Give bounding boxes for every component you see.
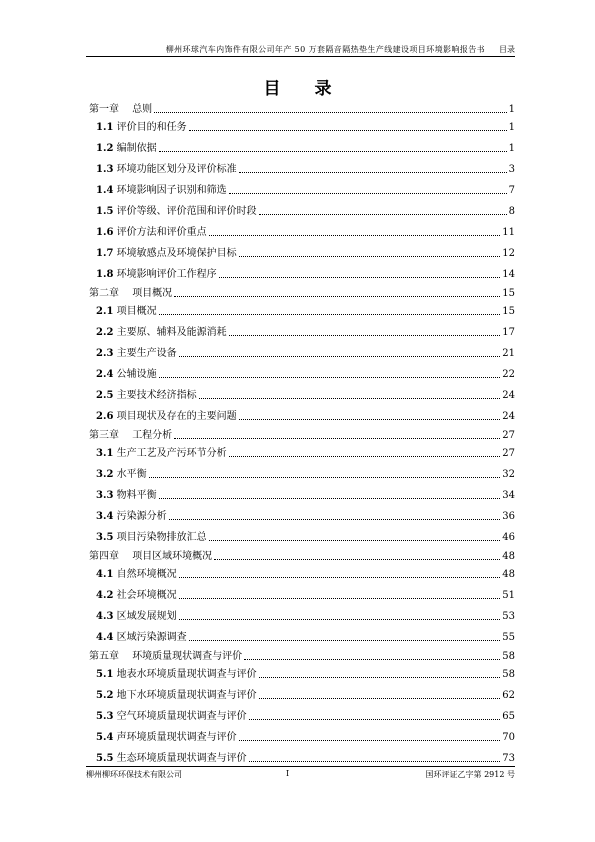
toc-dot-leader xyxy=(229,193,507,194)
footer-page-number: I xyxy=(286,769,290,778)
toc-dot-leader xyxy=(214,559,500,560)
toc-dot-leader xyxy=(179,598,501,599)
toc-entry-number: 第二章 xyxy=(89,288,119,299)
toc-section-entry[interactable] xyxy=(86,200,515,221)
toc-entry-label: 项目区域环境概况 xyxy=(132,551,213,562)
footer-divider xyxy=(86,766,515,767)
toc-entry-page: 58 xyxy=(502,669,515,680)
toc-chapter-entry[interactable] xyxy=(86,426,515,442)
toc-entry-spacer xyxy=(119,104,132,116)
toc-entry-number: 2.2 xyxy=(96,327,114,338)
toc-entry-page: 27 xyxy=(502,448,515,459)
toc-section-entry[interactable] xyxy=(86,158,515,179)
toc-dot-leader xyxy=(229,456,501,457)
toc-entry-page: 22 xyxy=(502,369,515,380)
toc-entry-label: 声环境质量现状调查与评价 xyxy=(116,732,237,743)
toc-entry-label: 污染源分析 xyxy=(116,511,167,522)
toc-entry-number: 5.4 xyxy=(96,732,114,743)
toc-entry-label: 主要生产设备 xyxy=(116,348,177,359)
toc-entry-number: 3.2 xyxy=(96,469,114,480)
toc-dot-leader xyxy=(189,130,507,131)
toc-dot-leader xyxy=(179,356,501,357)
toc-entry-number: 3.1 xyxy=(96,448,114,459)
toc-section-entry[interactable] xyxy=(86,663,515,684)
toc-entry-page: 1 xyxy=(508,122,515,133)
toc-entry-number: 1.3 xyxy=(96,164,114,175)
toc-entry-spacer xyxy=(119,651,132,663)
toc-entry-page: 24 xyxy=(502,390,515,401)
toc-entry-page: 3 xyxy=(508,164,515,175)
toc-section-entry[interactable] xyxy=(86,563,515,584)
toc-entry-number: 4.2 xyxy=(96,590,114,601)
toc-dot-leader xyxy=(249,719,501,720)
toc-entry-label: 环境敏感点及环境保护目标 xyxy=(116,248,237,259)
toc-dot-leader xyxy=(174,438,500,439)
toc-entry-page: 62 xyxy=(502,690,515,701)
toc-chapter-entry[interactable] xyxy=(86,284,515,300)
toc-dot-leader xyxy=(174,296,500,297)
document-title: 柳州环球汽车内饰件有限公司年产 50 万套隔音隔热垫生产线建设项目环境影响报告书 xyxy=(165,45,485,54)
toc-entry-number: 1.2 xyxy=(96,143,114,154)
toc-entry-label: 地下水环境质量现状调查与评价 xyxy=(116,690,257,701)
toc-entry-number: 2.5 xyxy=(96,390,114,401)
toc-section-entry[interactable] xyxy=(86,505,515,526)
toc-entry-label: 社会环境概况 xyxy=(116,590,177,601)
toc-section-entry[interactable] xyxy=(86,137,515,158)
toc-entry-label: 环境影响评价工作程序 xyxy=(116,269,217,280)
toc-entry-number: 1.7 xyxy=(96,248,114,259)
toc-entry-label: 生态环境质量现状调查与评价 xyxy=(116,753,247,764)
toc-entry-number: 3.3 xyxy=(96,490,114,501)
toc-entry-number: 5.2 xyxy=(96,690,114,701)
toc-entry-label: 主要原、辅料及能源消耗 xyxy=(116,327,227,338)
toc-entry-number: 5.1 xyxy=(96,669,114,680)
toc-section-entry[interactable] xyxy=(86,584,515,605)
toc-entry-label: 评价等级、评价范围和评价时段 xyxy=(116,206,257,217)
toc-entry-number: 5.5 xyxy=(96,753,114,764)
toc-entry-number: 第一章 xyxy=(89,104,119,115)
toc-entry-page: 53 xyxy=(502,611,515,622)
section-label: 目录 xyxy=(499,45,515,54)
toc-entry-number: 2.6 xyxy=(96,411,114,422)
toc-section-entry[interactable] xyxy=(86,221,515,242)
toc-dot-leader xyxy=(159,151,507,152)
toc-dot-leader xyxy=(259,214,507,215)
toc-entry-number: 1.5 xyxy=(96,206,114,217)
toc-section-entry[interactable] xyxy=(86,463,515,484)
toc-entry-label: 项目现状及存在的主要问题 xyxy=(116,411,237,422)
toc-entry-number: 1.8 xyxy=(96,269,114,280)
toc-entry-spacer xyxy=(119,551,132,563)
toc-section-entry[interactable] xyxy=(86,747,515,768)
toc-dot-leader xyxy=(249,761,501,762)
toc-entry-page: 21 xyxy=(502,348,515,359)
toc-entry-page: 48 xyxy=(502,569,515,580)
toc-dot-leader xyxy=(159,314,501,315)
toc-section-entry[interactable] xyxy=(86,116,515,137)
toc-dot-leader xyxy=(159,498,501,499)
toc-entry-page: 70 xyxy=(502,732,515,743)
toc-entry-number: 4.3 xyxy=(96,611,114,622)
footer-company: 柳州柳环环保技术有限公司 xyxy=(86,770,182,779)
toc-section-entry[interactable] xyxy=(86,626,515,647)
toc-entry-page: 46 xyxy=(502,532,515,543)
toc-entry-page: 48 xyxy=(502,551,515,562)
toc-entry-number: 第四章 xyxy=(89,551,119,562)
toc-dot-leader xyxy=(189,640,501,641)
toc-entry-label: 总则 xyxy=(132,104,153,115)
toc-section-entry[interactable] xyxy=(86,726,515,747)
toc-entry-label: 主要技术经济指标 xyxy=(116,390,197,401)
toc-entry-label: 水平衡 xyxy=(116,469,147,480)
toc-entry-page: 1 xyxy=(508,104,515,115)
toc-entry-page: 11 xyxy=(502,227,515,238)
toc-entry-page: 58 xyxy=(502,651,515,662)
toc-entry-page: 55 xyxy=(502,632,515,643)
toc-entry-page: 34 xyxy=(502,490,515,501)
toc-dot-leader xyxy=(149,477,501,478)
toc-entry-number: 第三章 xyxy=(89,430,119,441)
toc-section-entry[interactable] xyxy=(86,705,515,726)
toc-entry-page: 36 xyxy=(502,511,515,522)
toc-section-entry[interactable] xyxy=(86,300,515,321)
toc-entry-label: 项目概况 xyxy=(132,288,173,299)
toc-entry-label: 区域发展规划 xyxy=(116,611,177,622)
toc-section-entry[interactable] xyxy=(86,684,515,705)
toc-dot-leader xyxy=(239,256,501,257)
toc-section-entry[interactable] xyxy=(86,363,515,384)
toc-entry-number: 2.1 xyxy=(96,306,114,317)
toc-entry-label: 项目污染物排放汇总 xyxy=(116,532,207,543)
toc-entry-number: 1.1 xyxy=(96,122,114,133)
toc-entry-number: 5.3 xyxy=(96,711,114,722)
toc-entry-spacer xyxy=(119,288,132,300)
toc-entry-page: 8 xyxy=(508,206,515,217)
toc-entry-label: 空气环境质量现状调查与评价 xyxy=(116,711,247,722)
toc-entry-page: 24 xyxy=(502,411,515,422)
toc-entry-number: 3.5 xyxy=(96,532,114,543)
toc-entry-page: 27 xyxy=(502,430,515,441)
toc-title: 目 录 xyxy=(263,79,346,99)
toc-entry-number: 1.4 xyxy=(96,185,114,196)
toc-entry-page: 15 xyxy=(502,306,515,317)
toc-section-entry[interactable] xyxy=(86,405,515,426)
toc-entry-number: 2.3 xyxy=(96,348,114,359)
toc-dot-leader xyxy=(209,235,501,236)
toc-entry-page: 51 xyxy=(502,590,515,601)
toc-section-entry[interactable] xyxy=(86,484,515,505)
toc-dot-leader xyxy=(239,740,501,741)
toc-entry-number: 3.4 xyxy=(96,511,114,522)
toc-dot-leader xyxy=(169,519,501,520)
toc-section-entry[interactable] xyxy=(86,263,515,284)
toc-dot-leader xyxy=(259,698,501,699)
toc-chapter-entry[interactable] xyxy=(86,647,515,663)
toc-entry-page: 1 xyxy=(508,143,515,154)
toc-section-entry[interactable] xyxy=(86,179,515,200)
toc-entry-number: 1.6 xyxy=(96,227,114,238)
header-divider xyxy=(86,56,515,57)
toc-entry-page: 15 xyxy=(502,288,515,299)
toc-entry-page: 12 xyxy=(502,248,515,259)
toc-dot-leader xyxy=(229,335,501,336)
toc-section-entry[interactable] xyxy=(86,442,515,463)
toc-entry-page: 7 xyxy=(508,185,515,196)
toc-entry-number: 2.4 xyxy=(96,369,114,380)
toc-entry-label: 评价目的和任务 xyxy=(116,122,187,133)
toc-entry-label: 公辅设施 xyxy=(116,369,157,380)
toc-entry-spacer xyxy=(119,430,132,442)
toc-dot-leader xyxy=(209,540,501,541)
toc-entry-number: 第五章 xyxy=(89,651,119,662)
toc-dot-leader xyxy=(244,659,500,660)
toc-entry-number: 4.1 xyxy=(96,569,114,580)
toc-dot-leader xyxy=(179,619,501,620)
toc-entry-page: 65 xyxy=(502,711,515,722)
toc-entry-label: 环境质量现状调查与评价 xyxy=(132,651,243,662)
toc-entry-label: 项目概况 xyxy=(116,306,157,317)
page-header xyxy=(86,41,515,55)
toc-dot-leader xyxy=(179,577,501,578)
toc-entry-label: 评价方法和评价重点 xyxy=(116,227,207,238)
toc-entry-label: 生产工艺及产污环节分析 xyxy=(116,448,227,459)
toc-entry-label: 编制依据 xyxy=(116,143,157,154)
toc-entry-page: 14 xyxy=(502,269,515,280)
toc-entry-page: 17 xyxy=(502,327,515,338)
toc-dot-leader xyxy=(219,277,501,278)
toc-entry-label: 地表水环境质量现状调查与评价 xyxy=(116,669,257,680)
toc-chapter-entry[interactable] xyxy=(86,100,515,116)
toc-dot-leader xyxy=(239,172,507,173)
toc-section-entry[interactable] xyxy=(86,321,515,342)
footer-license: 国环评证乙字第 2912 号 xyxy=(425,770,515,779)
toc-chapter-entry[interactable] xyxy=(86,547,515,563)
toc-entry-label: 物料平衡 xyxy=(116,490,157,501)
toc-dot-leader xyxy=(199,398,501,399)
toc-section-entry[interactable] xyxy=(86,242,515,263)
toc-dot-leader xyxy=(159,377,501,378)
toc-entry-label: 环境影响因子识别和筛选 xyxy=(116,185,227,196)
toc-section-entry[interactable] xyxy=(86,342,515,363)
toc-dot-leader xyxy=(239,419,501,420)
toc-section-entry[interactable] xyxy=(86,526,515,547)
toc-section-entry[interactable] xyxy=(86,384,515,405)
toc-entry-number: 4.4 xyxy=(96,632,114,643)
toc-entry-label: 环境功能区划分及评价标准 xyxy=(116,164,237,175)
table-of-contents xyxy=(86,100,515,768)
toc-entry-label: 区域污染源调查 xyxy=(116,632,187,643)
toc-dot-leader xyxy=(259,677,501,678)
toc-entry-label: 工程分析 xyxy=(132,430,173,441)
toc-section-entry[interactable] xyxy=(86,605,515,626)
toc-entry-page: 73 xyxy=(502,753,515,764)
toc-entry-page: 32 xyxy=(502,469,515,480)
toc-entry-label: 自然环境概况 xyxy=(116,569,177,580)
toc-dot-leader xyxy=(154,112,506,113)
page-footer xyxy=(86,769,515,781)
